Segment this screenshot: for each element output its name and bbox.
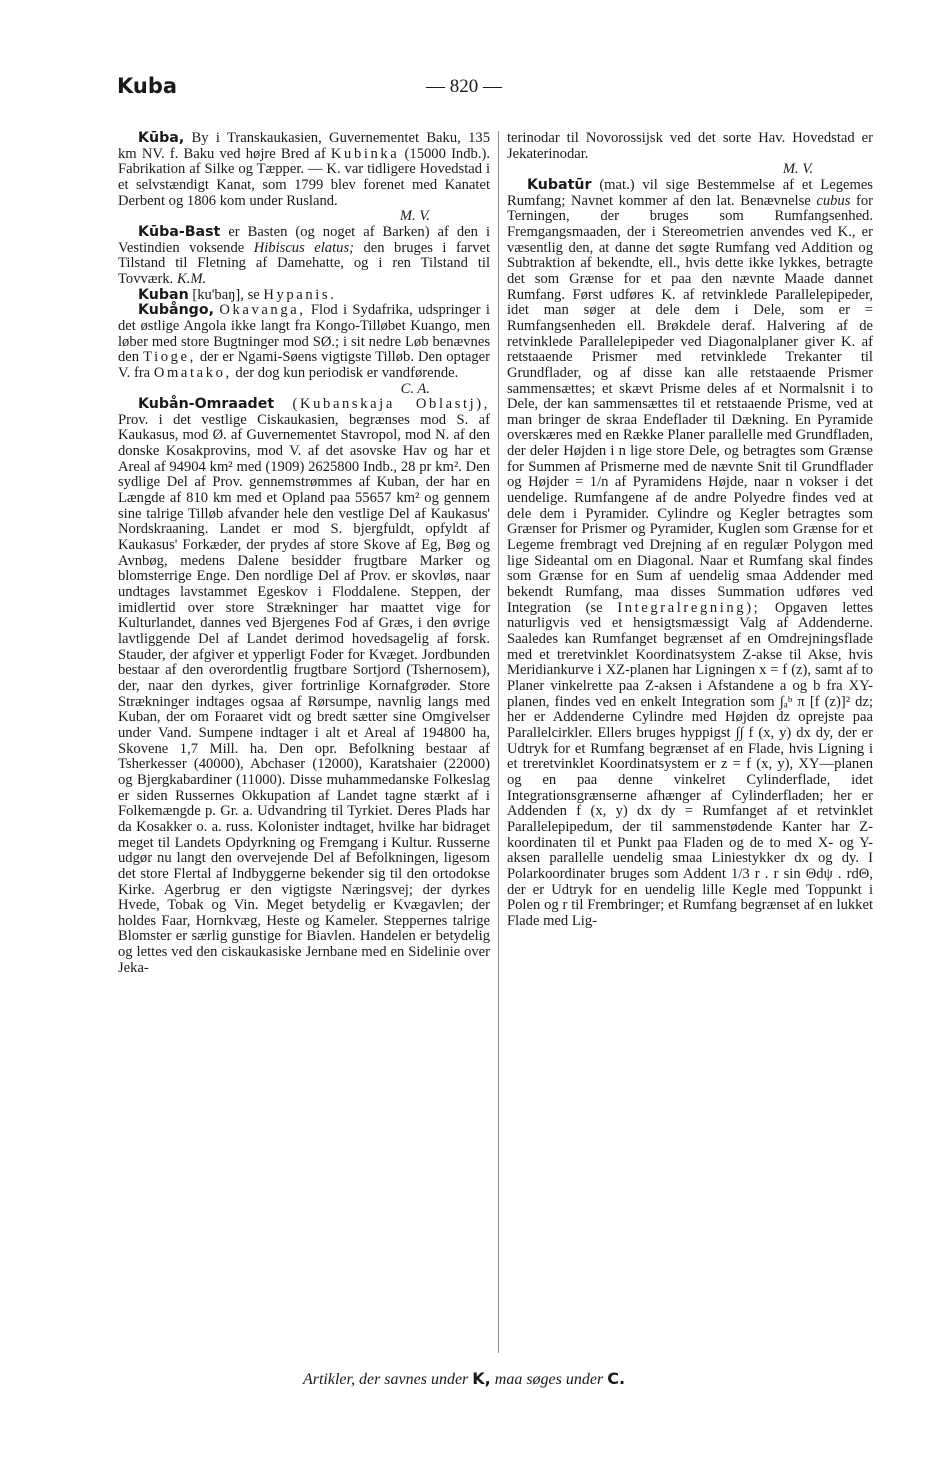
entry-continuation (507, 131, 873, 178)
page-number: — 820 — (426, 76, 502, 97)
entry-text: (15000 Indb.). Fabrikation af Silke og Tæpper. — K. var tidligere Hovedstad i et selvstændigt Kanat, som 1799 blev forenet med Kanatet Derbent og 1806 kom under Rusland. (118, 145, 490, 209)
headword-kuba: Kūba, (138, 131, 185, 146)
entry-text: Flod i Sydafrika, udspringer i det østlige Angola ikke langt fra Kongo-Tilløbet Kuango, men løber med store Bugtninger mod SØ.; i sit nedre Løb benævnes den (118, 302, 490, 366)
entry-text: Prov. i det vestlige Ciskaukasien, begrænses mod S. af Kaukasus, mod Ø. af Guvernementet Stavropol, mod N. af den donske Kosakprovins, mod V. af det asovske Hav og har et Areal af 94904 km² med (1909) 2625800 Indb., 28 pr km². Den sydlige Del af Prov. gennemstrømmes af Kuban, der har en Længde af 810 km med et Opland paa 55657 km² og gennem sine talrige Tilløb afvander hele den vestlige Del af Kaukasus' Nordskraaning. Landet er mod S. bjergfuldt, opfyldt af Kaukasus' Forkæder, der prydes af store Skove af Eg, Bøg og Avnbøg, medens Dalene besidder frugtbare Marker og blomsterrige Enge. Den nordlige Del af Prov. er skovløs, naar undtages lavstammet Egeskov i Floddalene. Steppen, der imidlertid over store Strækninger har maattet vige for Kulturlandet, dannes ved Bjergenes Fod af Græs, i den øvrige lavtliggende Del af Landet derimod hovedsagelig af forsk. Stauder, der afgiver et ypperligt Foder for Kvæget. Jordbunden bestaar af den overordentlig frugtbare Sortjord (Tshernosem), der, naar den dyrkes, giver fortrinlige Kornafgrøder. Store Strækninger indtages ogsaa af Rørsumpe, navnlig langs med Kuban, der om Foraaret vidt og bredt sætter sine Omgivelser under Vand. Sumpene indtager i alt et Areal af 194800 ha, Skovene 1,7 Mill. ha. Den opr. Befolkning bestaar af Tsherkesser (40000), Abchaser (12000), Karatshaier (22000) og Bjergkabardiner (11000). Disse muhammedanske Folkeslag er siden Russernes Okkupation af Landet tagne stærkt af i Folkemængde p. Gr. a. Udvandring til Tyrkiet. Deres Plads har da Kosakker o. a. russ. Kolonister indtaget, hvilke har bidraget meget til Landets Opdyrkning og Fremgang i Kultur. Russerne udgør nu langt den overvejende Del af Befolkningen, ligesom det store Flertal af Indbyggerne bekender sig til den ortodokse Kirke. Agerbrug er den vigtigste Næringsvej; der dyrkes Hvede, Tobak og Vin. Meget betydelig er Kvægavlen; der holdes Faar, Hornkvæg, Heste og Kameler. Steppernes talrige Blomster er særlig gunstige for Biavlen. Handelen er betydelig og lettes ved den ciskaukasiske Jernbane med en Sidelinie over Jeka- (118, 411, 490, 976)
author-signature: C. A. (400, 380, 430, 397)
entry-text: terinodar til Novorossijsk ved det sorte Hav. Hovedstad er Jekaterinodar. (507, 131, 873, 162)
headword-kuban-omraadet: Kubån-Omraadet (138, 396, 275, 413)
entry-text: (mat.) vil sige Bestemmelse af et Legemes Rumfang; Navnet kommer af den lat. Benævnelse (507, 176, 873, 209)
entry-kuban-omraadet (118, 397, 490, 976)
headword-kuba-bast: Kūba-Bast (138, 223, 221, 240)
entry-text: der er Ngami-Søens vigtigste Tilløb. Den optager V. fra (118, 349, 490, 381)
entry-kuban (118, 288, 490, 304)
headword-kubango: Kubångo, (138, 302, 214, 319)
entry-kubango (118, 303, 490, 397)
entry-text: er Basten (og noget af Barken) af den i Vestindien voksende (118, 223, 490, 256)
entry-kubatur (507, 178, 873, 930)
author-signature: M. V. (782, 161, 813, 178)
spaced-name: Tioge, (143, 349, 196, 366)
spaced-name: Okavanga, (219, 302, 306, 319)
entry-text: By i Transkaukasien, Guvernementet Baku, 135 km NV. f. Baku ved højre Bred af (118, 131, 490, 162)
entry-text: der dog kun periodisk er vandførende. (231, 364, 459, 381)
cross-reference: Hypanis. (263, 286, 337, 303)
column-rule (498, 131, 499, 1353)
footer-letter: C. (607, 1369, 626, 1388)
entry-text: [ku'baŋ], se (188, 286, 264, 303)
entry-text: for Terningen, der bruges som Rumfangsenhed. Fremgangsmaaden, der i Stereometrien anvendes ved K., er væsentlig den, at danne det søgte Rumfang ved Addition og Subtraktion af bekendte, ell., hvis dette ikke lykkes, betragte det som Grænse for et paa den nævnte Maade dannet Rumfang. Først udføres K. af retvinklede Parallelepipeder, idet man søger at dele dem i Dele, som er = Rumfangsenheden ell. Brøkdele deraf. Halvering af de retvinklede Parallelepipeder ved Diagonalplaner giver K. af retstaaende Prismer med retvinklede Trekanter til Grundflader, og af disse kan alle retstaaende Prismer sammensættes; et skævt Prisme deles af et Normalsnit i to Dele, der kan sammensættes til et retstaaende Prisme, ved at man bringer de skraa Endeflader til Dækning. En Pyramide overskæres med en Række Planer parallelle med Grundfladen, der deler Højden i n lige store Dele, og betragtes som Grænse for Summen af Prismerne med de nævnte Snit til Grundflader og Højder = 1/n af Pyramidens Højde, naar n vokser i det uendelige. Rumfangene af de andre Polyedre findes ved at dele dem i Pyramider. Cylindre og Kegler betragtes som Grænser for Prismer og Pyramider, Kuglen som Grænse for et Legeme frembragt ved Drejning af en regulær Polygon med lige Sideantal om en Diagonal. Naar et Rumfang skal findes som Grænse for en Sum af uendelig smaa Addender med bekendt Rumfang, maa disses Summation udføres ved Integration (se (507, 192, 873, 616)
running-header (0, 74, 928, 106)
entry-text: den bruges i farvet Tilstand til Fletning af Damehatte, og i ren Tilstand til Tovværk. (118, 239, 490, 287)
footer-text: maa søges under (490, 1371, 608, 1388)
spaced-name: Kubinka (330, 145, 400, 162)
headword-kuban: Kuban (138, 286, 189, 303)
spaced-name: Omatako, (153, 364, 232, 381)
left-column (118, 131, 490, 1356)
author-signature: M. V. (399, 208, 430, 225)
spaced-name: (Kubanskaja Oblastj), (292, 396, 490, 413)
footer-text: Artikler, der savnes under (302, 1371, 473, 1388)
footer-letter: K, (472, 1369, 491, 1388)
right-column (507, 131, 873, 1356)
entry-kuba (118, 131, 490, 225)
latin-term: cubus (816, 192, 851, 209)
entry-kuba-bast (118, 225, 490, 288)
species-name: Hibiscus elatus; (253, 239, 354, 256)
headword-kubatur: Kubatūr (527, 176, 592, 193)
author-signature: K.M. (176, 270, 207, 287)
entry-text: Opgaven lettes naturligvis ved et hensigtsmæssigt Valg af Addenderne. Saaledes kan Rumfanget begrænset af en Omdrejningsflade med et treretvinklet Koordinatsystem Z-akse til Akse, hvis Meridiankurve i XZ-planen har Ligningen x = f (z), samt af to Planer vinkelrette paa Z-aksen i Afstandene a og b fra XY-planen, findes ved en enkelt Integration som ∫ₐᵇ π [f (z)]² dz; her er Addenderne Cylindre med Højden dz oprejste paa Parallelcirkler. Ellers bruges hyppigst ∫∫ f (x, y) dx dy, der er Udtryk for et Rumfang begrænset af en Flade, hvis Ligning i et treretvinklet Koordinatsystem er z = f (x, y), XY—planen og en paa denne vinkelret Cylinderflade, idet Integrationsgrænserne afhænger af Cylinderfladen; her er Addenden f (x, y) dx dy = Rumfanget af et retvinklet Parallelepipedum, der til sammenstødende Kanter har Z-koordinaten til et Punkt paa Fladen og de to med X- og Y-aksen parallelle uendelig smaa Liniestykker dx og dy. I Polarkoordinater bruges som Addent 1/3 r . r sin Θdψ . rdΘ, der er Udtryk for en uendelig lille Kegle med Toppunkt i Polen og r til Frembringer; et Rumfang begrænset af en lukket Flade med Lig- (507, 599, 873, 929)
page-footer-note (0, 1369, 928, 1389)
running-headword: Kuba (117, 74, 178, 98)
cross-reference: Integralregning); (617, 599, 761, 616)
